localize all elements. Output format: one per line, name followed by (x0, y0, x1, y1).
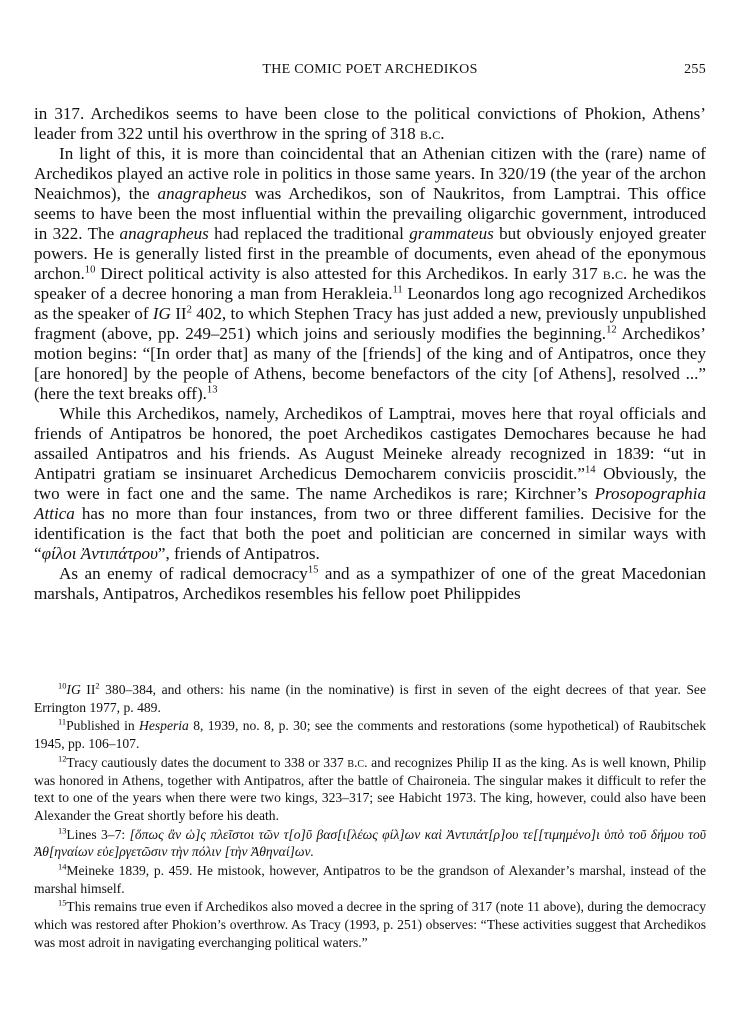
footnote-11 (34, 717, 706, 752)
footnote-15 (34, 898, 706, 951)
edition-superscript: 2 (95, 680, 100, 691)
text-run: ”, friends of Antipatros. (157, 544, 320, 563)
greek-phrase: φίλοι Ἀντιπάτρου (41, 544, 158, 563)
text-run: and as a sympathizer of one of the great Macedonian marshals, Antipatros, Archedikos resembles his fellow poet Philippides (34, 564, 706, 603)
italic-title: Prosopographia Attica (34, 484, 706, 523)
italic-term: IG (152, 304, 171, 323)
footnote-number: 15 (58, 897, 67, 908)
era-abbrev: b.c. (347, 754, 368, 770)
text-run: II (80, 682, 96, 697)
footnote-10 (34, 681, 706, 716)
footnote-ref-10[interactable]: 10 (84, 264, 96, 276)
footnotes (34, 681, 706, 953)
footnote-number: 13 (58, 825, 67, 836)
text-run: 380–384, and others: his name (in the nominative) is first in seven of the eight decrees of that year. See Errington 1977, p. 489. (34, 682, 706, 715)
text-run: was Archedikos, son of Naukritos, from Lamptrai. This office seems to have been the most influential within the prevailing oligarchic government, introduced in 322. The (34, 184, 706, 243)
footnote-number: 12 (58, 753, 67, 764)
text-run: 8, 1939, no. 8, p. 30; see the comments and restorations (some hypothetical) of Raubitschek 1945, pp. 106–107. (34, 718, 706, 752)
era-abbrev: b.c. (602, 264, 628, 283)
italic-term: IG (66, 682, 81, 697)
footnote-13 (34, 826, 706, 861)
text-run: This remains true even if Archedikos also moved a decree in the spring of 317 (note 11 above), during the democracy which was restored after Phokion’s overthrow. As Tracy (1993, p. 251) observes: “These activities suggest that Archedikos was most adroit in navigating everchanging political waters.” (34, 899, 706, 950)
main-text (34, 104, 706, 604)
footnote-ref-15[interactable]: 15 (307, 564, 319, 576)
text-run: has no more than four instances, from two or three different families. Decisive for the identification is the fact that both the poet and politician are concerned in similar ways with “ (34, 504, 706, 563)
footnote-ref-13[interactable]: 13 (206, 384, 218, 396)
text-run: Direct political activity is also attested for this Archedikos. In early 317 (95, 264, 603, 283)
text-run: Leonardos long ago recognized Archedikos as the speaker of (34, 284, 706, 323)
footnote-ref-14[interactable]: 14 (584, 464, 596, 476)
text-run: Tracy cautiously dates the document to 338 or 337 (66, 754, 348, 770)
paragraph-1 (34, 104, 706, 144)
running-head (34, 62, 706, 84)
italic-term: grammateus (409, 224, 494, 243)
text-run: As an enemy of radical democracy (59, 564, 308, 583)
text-run: he was the speaker of a decree honoring a man from Herakleia. (34, 264, 706, 303)
footnote-ref-11[interactable]: 11 (392, 284, 403, 296)
text-run: in 317. Archedikos seems to have been close to the political convictions of Phokion, Athens’ leader from 322 until his overthrow in the spring of 318 (34, 104, 706, 143)
era-abbrev: b.c. (419, 124, 445, 143)
text-run: Published in (66, 718, 140, 734)
edition-superscript: 2 (186, 304, 192, 316)
text-run: Obviously, the two were in fact one and the same. The name Archedikos is rare; Kirchner’s (34, 464, 706, 503)
italic-title: Hesperia (139, 718, 189, 734)
paragraph-2 (34, 144, 706, 404)
text-run: had replaced the traditional (208, 224, 410, 243)
text-run: In light of this, it is more than coincidental that an Athenian citizen with the (rare) name of Archedikos played an active role in politics in those same years. In 320/19 (the year of the archon Neaichmos), the (34, 144, 706, 203)
italic-term: anagrapheus (119, 224, 209, 243)
text-run: and recognizes Philip II as the king. As is well known, Philip was honored in Athens, together with Antipatros, after the battle of Chaironeia. The singular makes it difficult to refer the text to one of the years when there were two kings, 323–317; see Habicht 1973. The king, however, could also have been Alexander the Great shortly before his death. (34, 754, 707, 823)
text-run: 402, to which Stephen Tracy has just added a new, previously unpublished fragment (above, pp. 249–251) which joins and seriously modifies the beginning. (34, 304, 706, 343)
text-run: Lines 3–7: (66, 826, 130, 842)
footnote-14 (34, 862, 706, 897)
footnote-number: 10 (58, 680, 67, 691)
text-run: but obviously enjoyed greater powers. He is generally listed first in the preamble of documents, even ahead of the eponymous archon. (34, 224, 706, 283)
footnote-number: 11 (58, 716, 67, 727)
text-run: Archedikos’ motion begins: “[In order that] as many of the [friends] of the king and of Antipatros, once they [are honored] by the people of Athens, become benefactors of the city [of Athens], resolved ...” (here the text breaks off). (34, 324, 706, 403)
running-title: THE COMIC POET ARCHEDIKOS (262, 62, 478, 77)
italic-term: anagrapheus (157, 184, 247, 203)
paragraph-4 (34, 564, 706, 604)
footnote-ref-12[interactable]: 12 (606, 324, 617, 336)
text-run: Meineke 1839, p. 459. He mistook, however, Antipatros to be the grandson of Alexander’s marshal, instead of the marshal himself. (34, 863, 706, 896)
footnote-12 (34, 754, 706, 825)
text-run: II (170, 304, 187, 323)
page-number: 255 (684, 62, 706, 77)
paragraph-3 (34, 404, 706, 564)
greek-inscription: [ὅπως ἂν ὡ]ς πλεῖστοι τῶν τ[ο]ῦ βασ[ι[λέως φίλ]ων καὶ Ἀντιπάτ[ρ]ου τε[[τιμημένο]ι ὑπὸ τοῦ δήμου τοῦ Ἀθ[ηναίων εὐε]ργετῶσιν τὴν πόλιν [τὴν Ἀθηναί]ων. (34, 826, 707, 860)
text-run: While this Archedikos, namely, Archedikos of Lamptrai, moves here that royal officials and friends of Antipatros be honored, the poet Archedikos castigates Demochares because he had assailed Antipatros and his friends. As August Meineke already recognized in 1839: “ut in Antipatri gratiam se insinuaret Archedicus Democharem conviciis proscidit.” (34, 404, 706, 483)
footnote-number: 14 (58, 861, 67, 872)
